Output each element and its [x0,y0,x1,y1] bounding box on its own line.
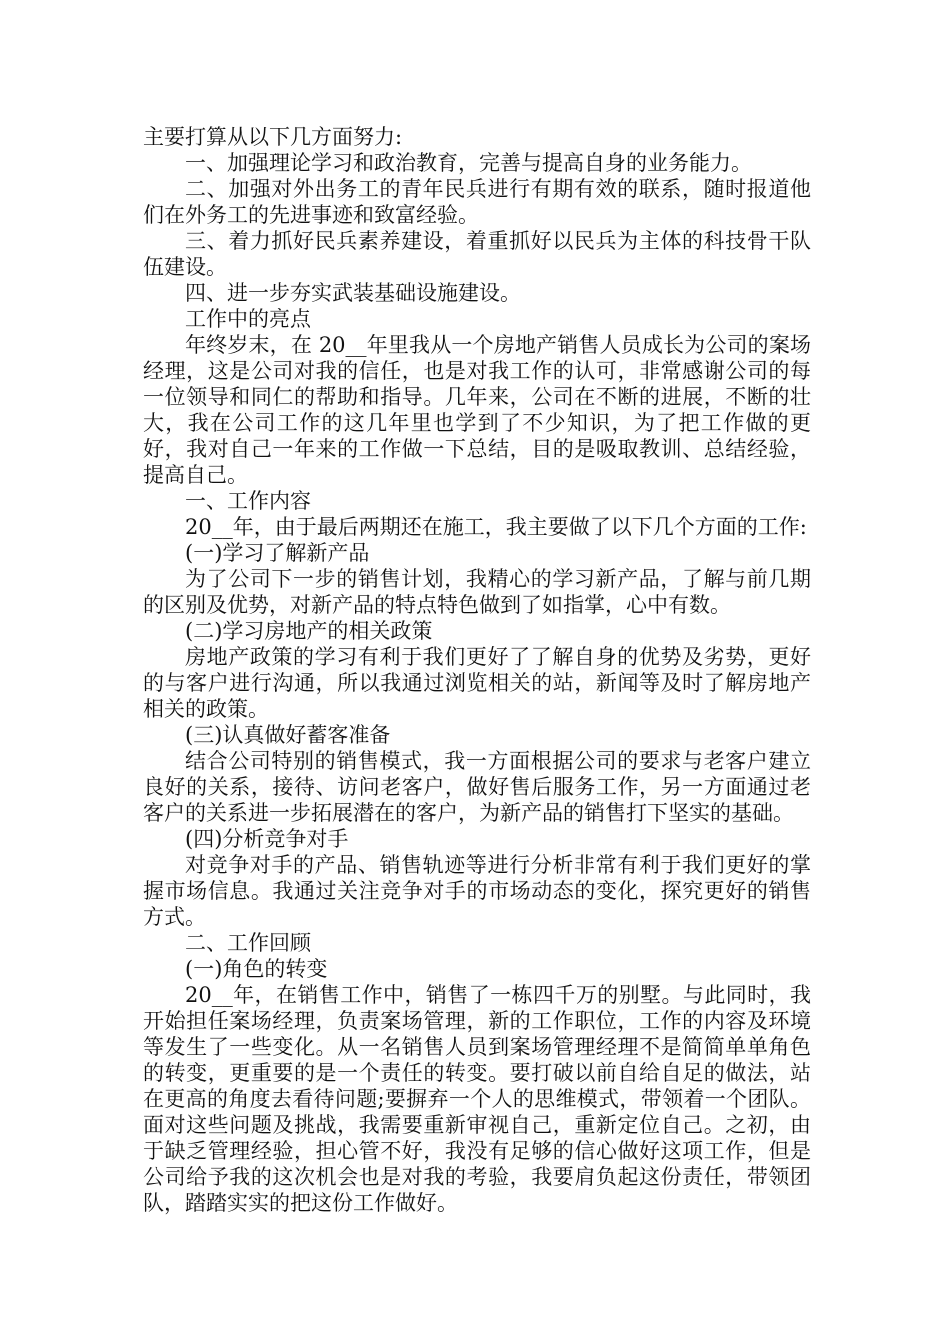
subheading-role-change: (一)角色的转变 [185,957,328,981]
paragraph-new-products: 为了公司下一步的销售计划，我精心的学习新产品，了解与前几期的区别及优势，对新产品的特点特色做到了如指掌，心中有数。 [143,567,811,617]
paragraph-year-end: 年终岁末，在 20__年里我从一个房地产销售人员成长为公司的案场经理，这是公司对我的信任，也是对我工作的认可，非常感谢公司的每一位领导和同仁的帮助和指导。几年来，公司在不断的进展，不断的壮大，我在公司工作的这几年里也学到了不少知识，为了把工作做的更好，我对自己一年来的工作做一下总结，目的是吸取教训、总结经验，提高自己。 [143,333,811,487]
paragraph-customer-prep: 结合公司特别的销售模式，我一方面根据公司的要求与老客户建立良好的关系，接待、访问老客户，做好售后服务工作，另一方面通过老客户的关系进一步拓展潜在的客户，为新产品的销售打下坚实的基础。 [143,749,811,825]
heading-work-content: 一、工作内容 [185,489,311,513]
heading-highlights: 工作中的亮点 [185,307,311,331]
subheading-competitors: (四)分析竞争对手 [185,827,349,851]
paragraph-policies: 房地产政策的学习有利于我们更好了了解自身的优势及劣势，更好的与客户进行沟通，所以我通过浏览相关的站，新闻等及时了解房地产相关的政策。 [143,645,811,721]
heading-work-review: 二、工作回顾 [185,931,311,955]
paragraph-point-1: 一、加强理论学习和政治教育，完善与提高自身的业务能力。 [185,151,752,175]
subheading-policies: (二)学习房地产的相关政策 [185,619,433,643]
subheading-new-products: (一)学习了解新产品 [185,541,370,565]
paragraph-point-3: 三、着力抓好民兵素养建设，着重抓好以民兵为主体的科技骨干队伍建设。 [143,229,811,279]
paragraph-point-2: 二、加强对外出务工的青年民兵进行有期有效的联系，随时报道他们在外务工的先进事迹和致富经验。 [143,177,811,227]
document-body [143,124,811,1216]
paragraph-competitors: 对竞争对手的产品、销售轨迹等进行分析非常有利于我们更好的掌握市场信息。我通过关注竞争对手的市场动态的变化，探究更好的销售方式。 [143,853,811,929]
paragraph-work-content-intro: 20__年，由于最后两期还在施工，我主要做了以下几个方面的工作: [185,515,807,539]
paragraph-efforts-intro: 主要打算从以下几方面努力: [143,125,403,149]
subheading-customer-prep: (三)认真做好蓄客准备 [185,723,391,747]
paragraph-point-4: 四、进一步夯实武装基础设施建设。 [185,281,521,305]
paragraph-role-change: 20__年，在销售工作中，销售了一栋四千万的别墅。与此同时，我开始担任案场经理，负责案场管理，新的工作职位，工作的内容及环境等发生了一些变化。从一名销售人员到案场管理经理不是简简单单角色的转变，更重要的是一个责任的转变。要打破以前自给自足的做法，站在更高的角度去看待问题;要摒弃一个人的思维模式，带领着一个团队。面对这些问题及挑战，我需要重新审视自己，重新定位自己。之初，由于缺乏管理经验，担心管不好，我没有足够的信心做好这项工作，但是公司给予我的这次机会也是对我的考验，我要肩负起这份责任，带领团队，踏踏实实的把这份工作做好。 [143,983,811,1215]
